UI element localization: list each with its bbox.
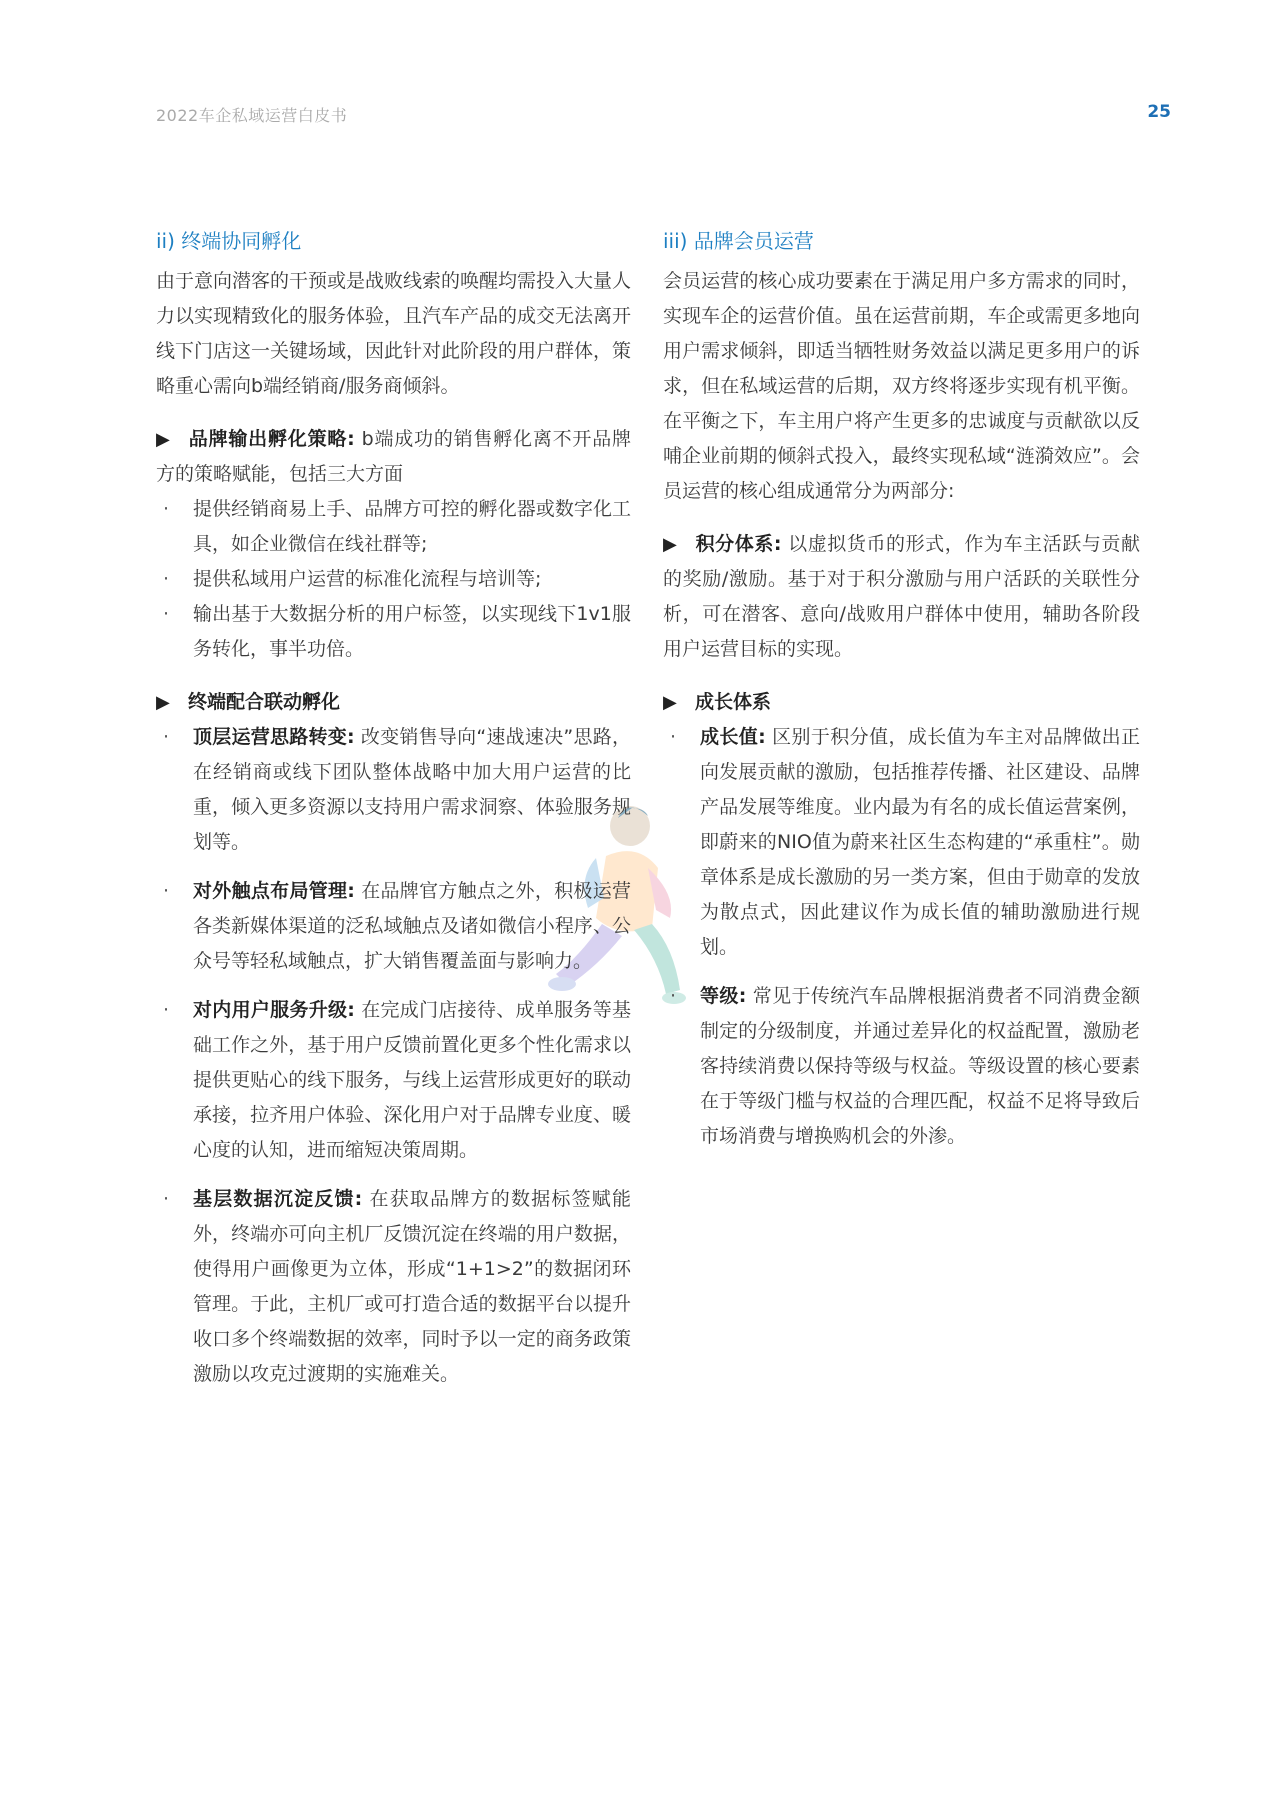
growth-system-block	[663, 685, 1140, 1154]
points-system-text: 以虚拟货币的形式，作为车主活跃与贡献的奖励/激励。基于对于积分激励与用户活跃的关联性分析，可在潜客、意向/战败用户群体中使用，辅助各阶段用户运营目标的实现。	[663, 533, 1140, 660]
terminal-linkage-block	[156, 685, 631, 1392]
brand-output-strategy-label: 品牌输出孵化策略:	[188, 428, 355, 450]
triangle-marker-icon: ▶	[663, 534, 677, 555]
bullet-icon: ·	[163, 568, 170, 590]
brand-output-strategy-text: b端成功的销售孵化离不开品牌方的策略赋能，包括三大方面	[156, 428, 631, 485]
triangle-marker-icon: ▶	[156, 429, 170, 450]
bullet-icon: ·	[670, 985, 677, 1007]
list-item: · 顶层运营思路转变: 改变销售导向“速战速决”思路，在经销商或线下团队整体战略中加大用户运营的比重，倾入更多资源以支持用户需求洞察、体验服务规划等。	[156, 720, 631, 860]
list-item: · 成长值: 区别于积分值，成长值为车主对品牌做出正向发展贡献的激励，包括推荐传播、社区建设、品牌产品发展等维度。业内最为有名的成长值运营案例，即蔚来的NIO值为蔚来社区生态构建的“承重柱”。勋章体系是成长激励的另一类方案，但由于勋章的发放为散点式，因此建议作为成长值的辅助激励进行规划。	[663, 720, 1140, 965]
running-header: 2022车企私域运营白皮书	[156, 106, 348, 125]
left-intro-paragraph: 由于意向潜客的干预或是战败线索的唤醒均需投入大量人力以实现精致化的服务体验，且汽车产品的成交无法离开线下门店这一关键场域，因此针对此阶段的用户群体，策略重心需向b端经销商/服务商倾斜。	[156, 270, 632, 397]
bullet-icon: ·	[163, 498, 170, 520]
growth-system-label: 成长体系	[695, 691, 772, 713]
bullet-icon: ·	[163, 880, 170, 902]
brand-output-list	[156, 492, 631, 667]
points-system-label: 积分体系:	[695, 533, 782, 555]
list-item: · 基层数据沉淀反馈: 在获取品牌方的数据标签赋能外，终端亦可向主机厂反馈沉淀在终端的用户数据，使得用户画像更为立体，形成“1+1>2”的数据闭环管理。于此，主机厂或可打造合适的数据平台以提升收口多个终端数据的效率，同时予以一定的商务政策激励以攻克过渡期的实施难关。	[156, 1182, 631, 1392]
right-column	[663, 226, 1140, 1154]
list-item: · 对外触点布局管理: 在品牌官方触点之外，积极运营各类新媒体渠道的泛私域触点及诸如微信小程序、公众号等轻私域触点，扩大销售覆盖面与影响力。	[156, 874, 631, 979]
right-intro-paragraph: 会员运营的核心成功要素在于满足用户多方需求的同时，实现车企的运营价值。虽在运营前期，车企或需更多地向用户需求倾斜，即适当牺牲财务效益以满足更多用户的诉求，但在私域运营的后期，双方终将逐步实现有机平衡。在平衡之下，车主用户将产生更多的忠诚度与贡献欲以反哺企业前期的倾斜式投入，最终实现私域“涟漪效应”。会员运营的核心组成通常分为两部分:	[663, 270, 1140, 502]
terminal-linkage-list	[156, 720, 631, 1392]
triangle-marker-icon: ▶	[663, 692, 677, 713]
bullet-icon: ·	[670, 726, 677, 748]
triangle-marker-icon: ▶	[156, 692, 170, 713]
bullet-icon: ·	[163, 999, 170, 1021]
brand-output-strategy-block	[156, 422, 631, 667]
terminal-linkage-heading	[156, 685, 631, 720]
bullet-icon: ·	[163, 603, 170, 625]
section-title-brand-membership: iii) 品牌会员运营	[663, 229, 814, 253]
growth-system-heading	[663, 685, 1140, 720]
section-title-terminal-incubation: ii) 终端协同孵化	[156, 229, 302, 253]
list-item: · 提供私域用户运营的标准化流程与培训等;	[156, 562, 631, 597]
list-item: · 输出基于大数据分析的用户标签，以实现线下1v1服务转化，事半功倍。	[156, 597, 631, 667]
left-column	[156, 226, 631, 1392]
list-item: · 提供经销商易上手、品牌方可控的孵化器或数字化工具，如企业微信在线社群等;	[156, 492, 631, 562]
points-system-paragraph	[663, 527, 1140, 667]
bullet-icon: ·	[163, 1188, 170, 1210]
bullet-icon: ·	[163, 726, 170, 748]
terminal-linkage-label: 终端配合联动孵化	[188, 691, 341, 713]
growth-system-list	[663, 720, 1140, 1154]
list-item: · 对内用户服务升级: 在完成门店接待、成单服务等基础工作之外，基于用户反馈前置化更多个性化需求以提供更贴心的线下服务，与线上运营形成更好的联动承接，拉齐用户体验、深化用户对于品牌专业度、暖心度的认知，进而缩短决策周期。	[156, 993, 631, 1168]
brand-output-strategy-heading	[156, 422, 631, 492]
list-item: · 等级: 常见于传统汽车品牌根据消费者不同消费金额制定的分级制度，并通过差异化的权益配置，激励老客持续消费以保持等级与权益。等级设置的核心要素在于等级门槛与权益的合理匹配，权益不足将导致后市场消费与增换购机会的外渗。	[663, 979, 1140, 1154]
points-system-block	[663, 527, 1140, 667]
page-number: 25	[1147, 102, 1171, 122]
